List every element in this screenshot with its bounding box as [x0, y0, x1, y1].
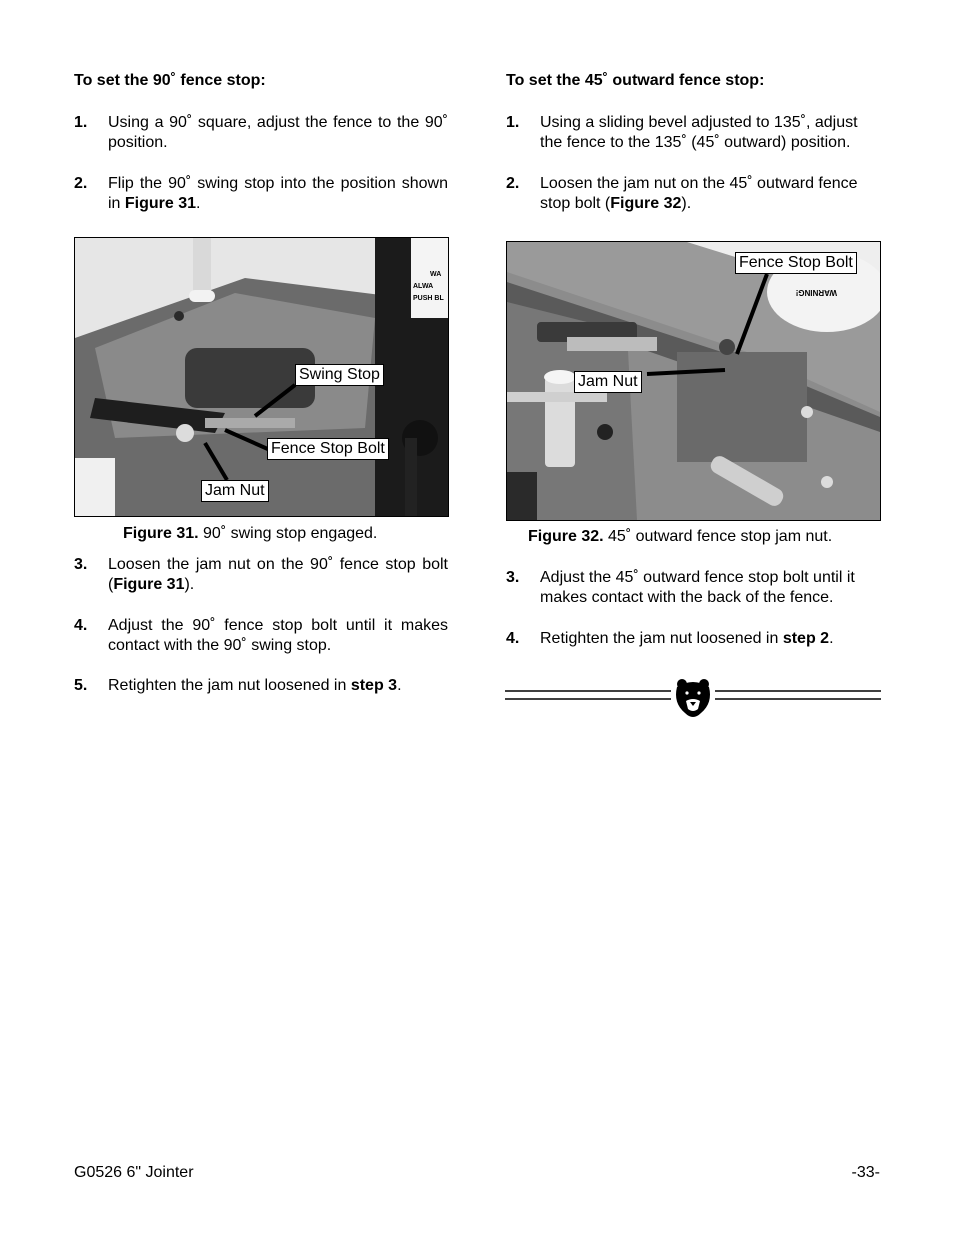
step-item — [506, 568, 880, 608]
step-text: Adjust the 45˚ outward fence stop bolt until it makes contact with the back of the fence. — [540, 569, 855, 606]
bear-head-icon — [676, 679, 710, 717]
step-item — [506, 629, 880, 649]
section-heading-90: To set the 90˚ fence stop: — [74, 72, 266, 89]
figure-reference: Figure 31 — [113, 576, 185, 593]
warning-label-text: WARNING! — [795, 288, 837, 297]
step-reference: step 3 — [350, 677, 398, 694]
step-number: 4. — [74, 617, 88, 634]
footer-page-number: -33- — [851, 1164, 880, 1181]
callout-jam-nut: Jam Nut — [574, 371, 642, 393]
step-text: Using a 90˚ square, adjust the fence to the 90˚ position. — [108, 114, 448, 151]
warning-label-text: ALWA — [413, 283, 434, 290]
step-text: Using a sliding bevel adjusted to 135˚, adjust the fence to the 135˚ (45˚ outward) position. — [540, 114, 858, 151]
step-item — [74, 174, 448, 214]
step-text — [540, 174, 880, 214]
step-item — [506, 113, 880, 153]
caption-label: Figure 32. — [528, 528, 604, 545]
step-text-part: ). — [184, 576, 195, 593]
step-text — [108, 676, 448, 696]
footer-model: G0526 6" Jointer — [74, 1164, 194, 1181]
callout-fence-stop-bolt: Fence Stop Bolt — [267, 438, 389, 460]
caption-label: Figure 31. — [123, 525, 199, 542]
step-number: 3. — [506, 569, 520, 586]
step-item — [74, 676, 448, 696]
callout-swing-stop: Swing Stop — [295, 364, 384, 386]
figure-31-illustration — [75, 238, 448, 516]
step-text — [540, 629, 880, 649]
step-number: 5. — [74, 677, 88, 694]
step-text-part: . — [829, 630, 834, 647]
step-item — [74, 113, 448, 153]
step-number: 2. — [74, 175, 88, 192]
step-text — [108, 555, 448, 595]
step-text-part: Flip the 90˚ swing stop into the position shown in — [108, 175, 448, 212]
callout-fence-stop-bolt: Fence Stop Bolt — [735, 252, 857, 274]
caption-text: 45˚ outward fence stop jam nut. — [603, 528, 833, 545]
step-text-part: Loosen the jam nut on the 90˚ fence stop bolt ( — [108, 556, 448, 593]
figure-32-photo — [506, 241, 881, 521]
step-text — [108, 174, 448, 214]
figure-reference: Figure 31 — [124, 195, 197, 212]
step-reference: step 2 — [782, 630, 830, 647]
warning-label-text: PUSH BL — [413, 295, 444, 302]
figure-31-caption — [123, 525, 377, 543]
callout-jam-nut: Jam Nut — [201, 480, 269, 502]
step-item — [506, 174, 880, 214]
step-number: 1. — [74, 114, 88, 131]
step-number: 3. — [74, 556, 88, 573]
step-text-part: . — [397, 677, 402, 694]
section-heading-45: To set the 45˚ outward fence stop: — [506, 72, 765, 89]
section-divider — [505, 677, 881, 721]
step-text-part: Retighten the jam nut loosened in — [108, 677, 351, 694]
figure-reference: Figure 32 — [610, 195, 682, 212]
warning-label-text: WA — [430, 271, 442, 278]
figure-32-caption — [528, 528, 832, 546]
step-text-part: ). — [681, 195, 692, 212]
step-text-part: Retighten the jam nut loosened in — [540, 630, 783, 647]
step-text-part: . — [196, 195, 201, 212]
step-text: Adjust the 90˚ fence stop bolt until it makes contact with the 90˚ swing stop. — [108, 617, 448, 654]
caption-text: 90˚ swing stop engaged. — [198, 525, 378, 542]
figure-32-illustration — [507, 242, 880, 520]
step-number: 4. — [506, 630, 520, 647]
figure-31-photo — [74, 237, 449, 517]
step-text-part: Loosen the jam nut on the 45˚ outward fence stop bolt ( — [540, 175, 858, 212]
divider-graphic — [505, 677, 881, 721]
step-number: 1. — [506, 114, 520, 131]
step-item — [74, 555, 448, 595]
step-item — [74, 616, 448, 656]
step-number: 2. — [506, 175, 520, 192]
